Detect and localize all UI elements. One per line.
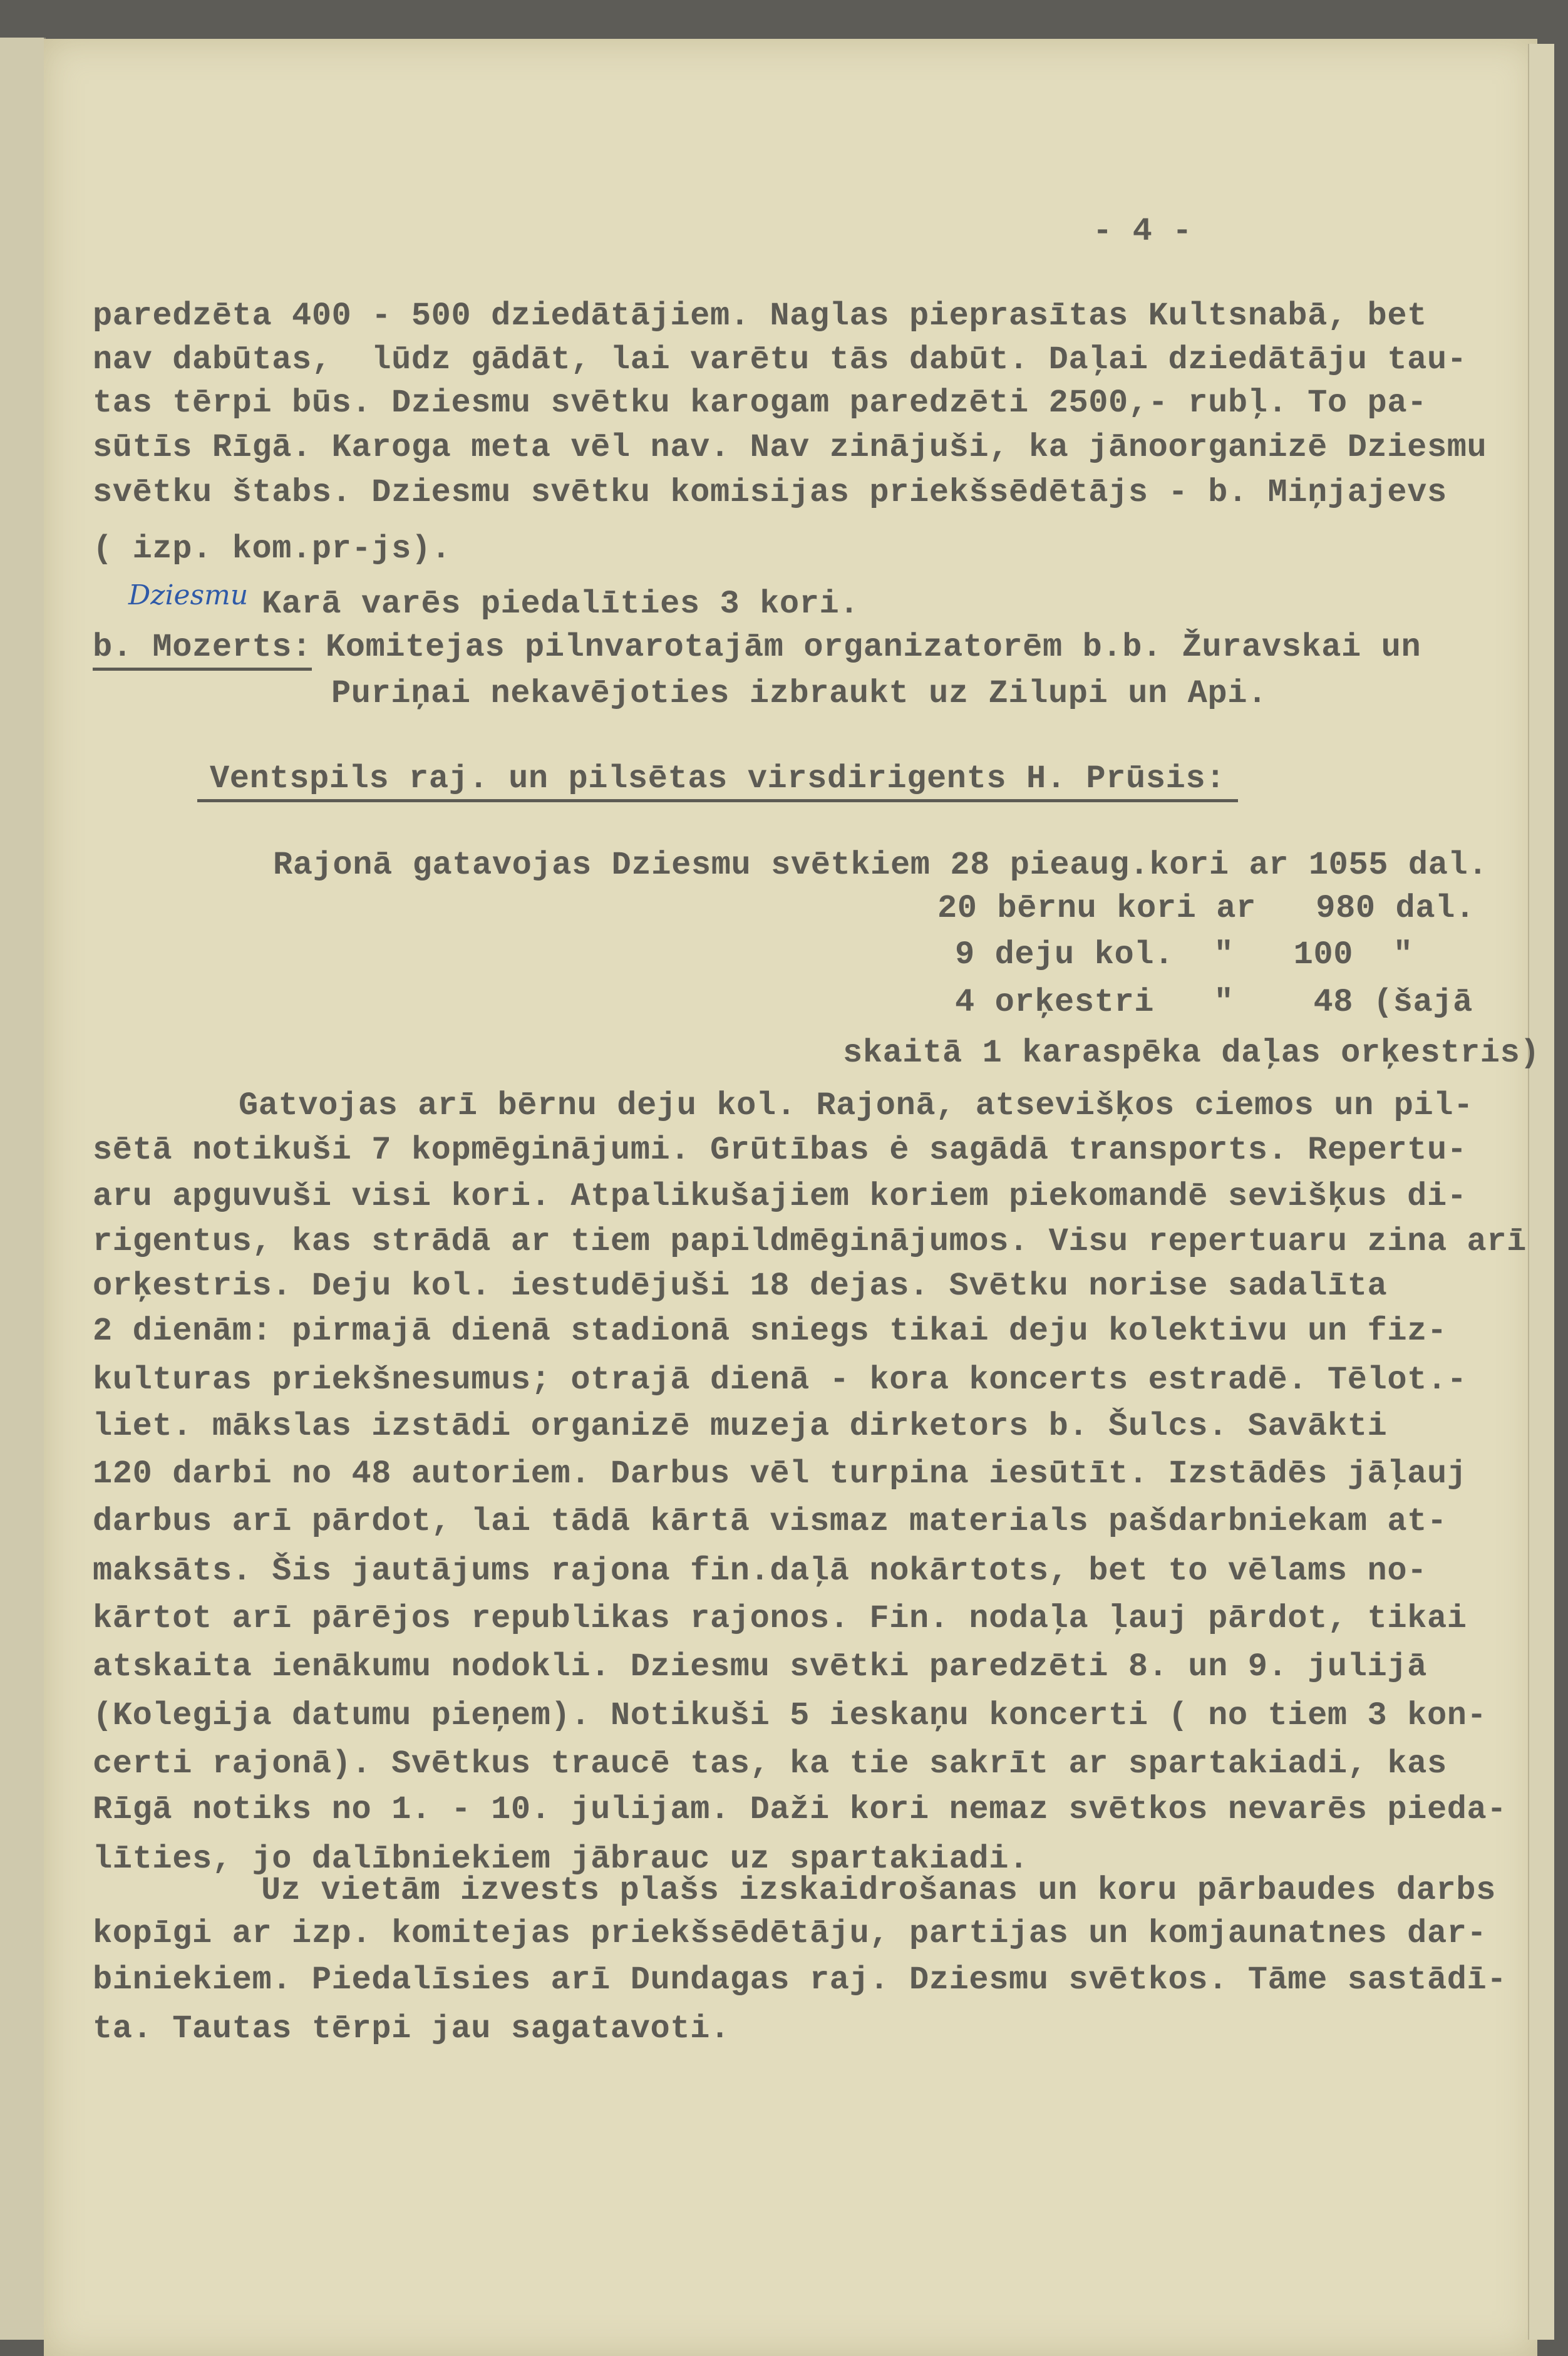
text-line: Puriņai nekavējoties izbraukt uz Zilupi un Api. [331,675,1267,712]
text-line: sūtīs Rīgā. Karoga meta vēl nav. Nav zinājuši, ka jānoorganizē Dziesmu [93,429,1487,466]
text-line: Komitejas pilnvarotajām organizatorēm b.b. Žuravskai un [326,629,1421,666]
text-line: svētku štabs. Dziesmu svētku komisijas priekšsēdētājs - b. Miņjajevs [93,474,1447,511]
text-line: kārtot arī pārējos republikas rajonos. Fin. nodaļa ļauj pārdot, tikai [93,1600,1467,1637]
text-line: tas tērpi būs. Dziesmu svētku karogam paredzēti 2500,- rubļ. To pa- [93,385,1427,421]
text-line: aru apguvuši visi kori. Atpalikušajiem koriem piekomandē sevišķus di- [93,1178,1467,1215]
text-line: līties, jo dalībniekiem jābrauc uz spartakiadi. [93,1841,1029,1878]
adjacent-page-edge [0,38,46,2340]
text-line: sētā notikuši 7 kopmēginājumi. Grūtības ė sagādā transports. Repertu- [93,1132,1467,1169]
text-line: Uz vietām izvests plašs izskaidrošanas un koru pārbaudes darbs [261,1872,1496,1909]
text-line: nav dabūtas, lūdz gādāt, lai varētu tās dabūt. Daļai dziedātāju tau- [93,341,1467,378]
speaker-label: b. Mozerts: [93,629,312,671]
text-line: liet. mākslas izstādi organizē muzeja dirketors b. Šulcs. Savākti [93,1408,1388,1445]
text-line: biniekiem. Piedalīsies arī Dundagas raj. Dziesmu svētkos. Tāme sastādī- [93,1961,1507,1998]
text-line: 20 bērnu kori ar 980 dal. [937,890,1475,927]
handwritten-annotation: Dziesmu [128,579,249,611]
text-line: certi rajonā). Svētkus traucē tas, ka tie sakrīt ar spartakiadi, kas [93,1745,1447,1782]
text-line: rigentus, kas strādā ar tiem papildmēginājumos. Visu repertuaru zina arī [93,1223,1527,1260]
text-line: orķestris. Deju kol. iestudējuši 18 dejas. Svētku norise sadalīta [93,1268,1388,1305]
text-line: 120 darbi no 48 autoriem. Darbus vēl turpina iesūtīt. Izstādēs jāļauj [93,1455,1467,1492]
text-line: Karā varēs piedalīties 3 kori. [262,586,860,623]
text-line: 4 orķestri " 48 (šajā [955,984,1473,1021]
text-line: maksāts. Šis jautājums rajona fin.daļā nokārtots, bet to vēlams no- [93,1553,1427,1589]
text-line: ( izp. kom.pr-js). [93,530,451,567]
text-line: darbus arī pārdot, lai tādā kārtā vismaz materials pašdarbniekam at- [93,1503,1447,1540]
text-line: Rajonā gatavojas Dziesmu svētkiem 28 pieaug.kori ar 1055 dal. [273,847,1488,884]
page-right-edge [1528,44,1554,2340]
section-heading: Ventspils raj. un pilsētas virsdirigents H. Prūsis: [197,760,1238,802]
text-line: kulturas priekšnesumus; otrajā dienā - kora koncerts estradē. Tēlot.- [93,1361,1467,1398]
text-line: 2 dienām: pirmajā dienā stadionā sniegs tikai deju kolektivu un fiz- [93,1313,1447,1350]
text-line: 9 deju kol. " 100 " [955,936,1413,973]
page-number: - 4 - [1093,213,1193,250]
text-line: kopīgi ar izp. komitejas priekšsēdētāju, partijas un komjaunatnes dar- [93,1915,1487,1952]
text-line: Rīgā notiks no 1. - 10. julijam. Daži kori nemaz svētkos nevarēs pieda- [93,1791,1507,1828]
text-line: Gatvojas arī bērnu deju kol. Rajonā, atsevišķos ciemos un pil- [239,1087,1473,1124]
text-line: ta. Tautas tērpi jau sagatavoti. [93,2010,730,2047]
text-line: skaitā 1 karaspēka daļas orķestris) [843,1035,1540,1072]
text-line: (Kolegija datumu pieņem). Notikuši 5 ieskaņu koncerti ( no tiem 3 kon- [93,1697,1487,1734]
text-line: paredzēta 400 - 500 dziedātājiem. Naglas pieprasītas Kultsnabā, bet [93,297,1427,334]
text-line: atskaita ienākumu nodokli. Dziesmu svētki paredzēti 8. un 9. julijā [93,1648,1427,1685]
